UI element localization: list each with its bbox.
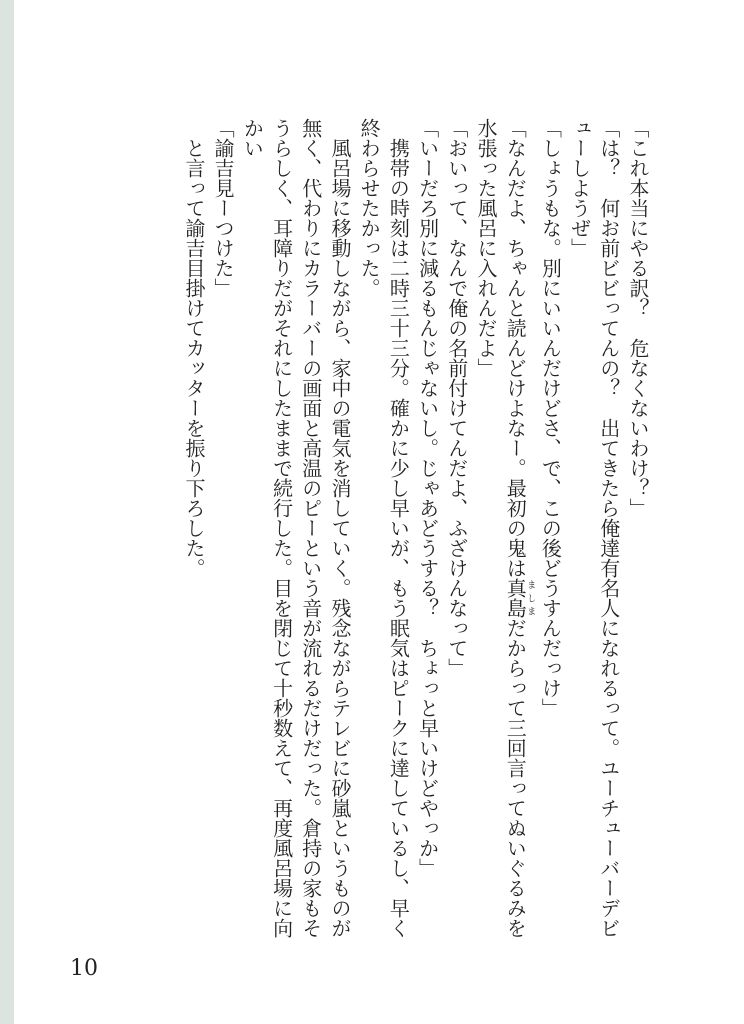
paragraph-5: 「おいって、なんで俺の名前付けてんだよ、ふざけんなって」 bbox=[444, 118, 469, 678]
paragraph-8: 風呂場に移動しながら、家中の電気を消していく。残念ながらテレビに砂嵐というものが無く、代わりにカラーバーの画面と高温のピーという音が流れるだけだった。倉持の家もそうらしく、耳障りだがそれにしたままで続行した。目を閉じて十秒数えて、再度風呂場に向かい bbox=[240, 118, 352, 938]
page-edge bbox=[0, 0, 14, 1024]
paragraph-7: 携帯の時刻は二時三十三分。確かに少し早いが、もう眠気はピークに達しているし、早く終わらせたかった。 bbox=[357, 118, 411, 938]
paragraph-1: 「これ本当にやる訳？ 危なくないわけ？」 bbox=[626, 118, 650, 518]
paragraph-2: 「は？ 何お前ビビってんの？ 出てきたら俺達有名人になれるって。ユーチューバーデビューしようぜ」 bbox=[567, 118, 621, 938]
paragraph-4-after: だからって三回言ってぬいぐるみを水張った風呂に入れんだよ」 bbox=[473, 118, 528, 938]
ruby-base: 真島 bbox=[503, 578, 528, 618]
vertical-text-body bbox=[84, 118, 652, 938]
ruby-mashima bbox=[503, 578, 536, 618]
ruby-reading: ましま bbox=[525, 578, 536, 618]
paragraph-9: 「諭吉見ーつけた」 bbox=[211, 118, 236, 298]
paragraph-4-before: 「なんだよ、ちゃんと読んどけよなー。最初の鬼は bbox=[503, 118, 528, 578]
paragraph-3: 「しょうもな。別にいいんだけどさ、で、この後どうすんだっけ」 bbox=[538, 118, 563, 718]
paragraph-6: 「いーだろ別に減るもんじゃないし。じゃあどうする？ ちょっと早いけどやっか」 bbox=[415, 118, 440, 878]
paragraph-10: と言って諭吉目掛けてカッターを振り下ろした。 bbox=[181, 138, 206, 578]
paragraph-4 bbox=[471, 118, 535, 938]
page-number: 10 bbox=[70, 956, 98, 981]
